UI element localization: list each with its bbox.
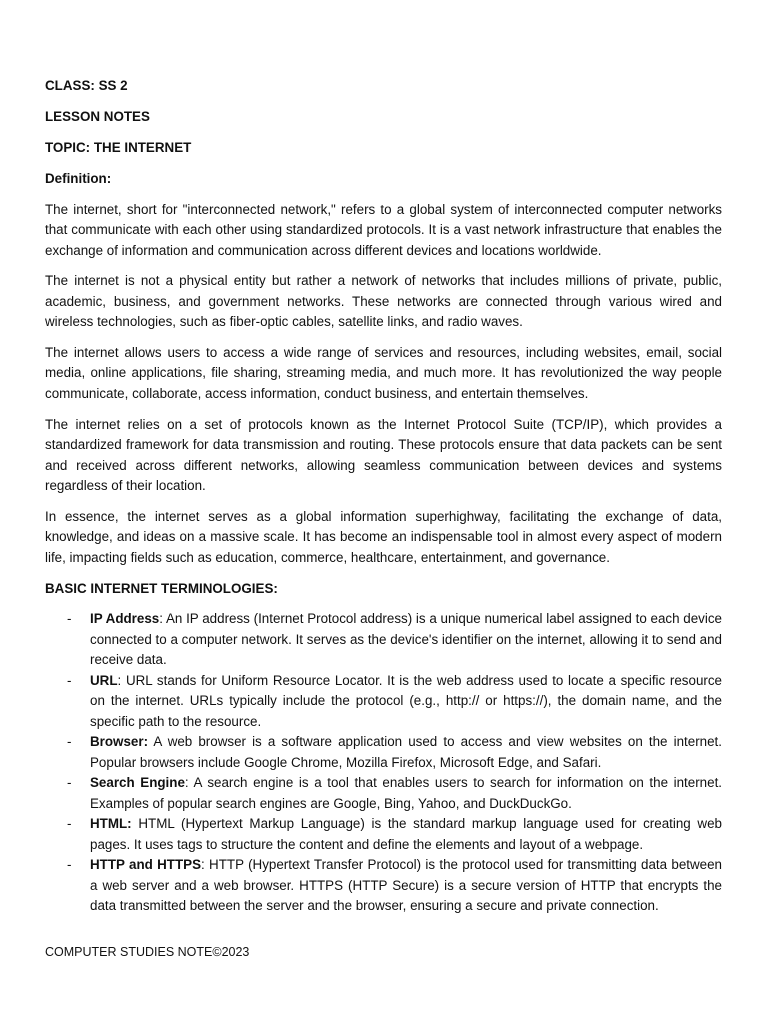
term-separator: : — [201, 857, 210, 873]
term-http-https — [45, 855, 722, 917]
paragraph-protocols: The internet relies on a set of protocols known as the Internet Protocol Suite (TCP/IP), which provides a standardized framework for data transmission and routing. These protocols ensure that data packets can be sent and received across different networks, allowing seamless communication between devices and systems regardless of their location. — [45, 416, 722, 494]
page-footer: COMPUTER STUDIES NOTE©2023 — [45, 945, 250, 959]
class-heading: CLASS: SS 2 — [45, 78, 128, 93]
term-name: HTTP and HTTPS — [90, 857, 202, 873]
paragraph-definition: The internet, short for "interconnected network," refers to a global system of interconnected computer networks that communicate with each other using standardized protocols. It is a vast network infrastructure that enables the exchange of information and communication across different devices and locations worldwide. — [45, 201, 722, 258]
bullet-dash: - — [67, 775, 72, 791]
bullet-dash: - — [67, 734, 72, 750]
term-name: Browser: — [90, 734, 149, 750]
term-separator: : — [117, 672, 126, 688]
term-definition: A search engine is a tool that enables users to search for information on the internet. Examples of popular search engines are Google, Bing, Yahoo, and DuckDuckGo. — [90, 775, 723, 811]
term-browser — [45, 732, 722, 773]
terminologies-heading: BASIC INTERNET TERMINOLOGIES: — [45, 580, 278, 596]
term-ip-address — [45, 609, 722, 671]
term-name: HTML: — [90, 816, 132, 832]
bullet-dash: - — [67, 611, 72, 627]
term-definition: HTML (Hypertext Markup Language) is the standard markup language used for creating web pages. It uses tags to structure the content and define the elements and layout of a webpage. — [90, 816, 722, 852]
paragraph-network-of-networks: The internet is not a physical entity but rather a network of networks that includes millions of private, public, academic, business, and government networks. These networks are connected through various wired and wireless technologies, such as fiber-optic cables, satellite links, and radio waves. — [45, 273, 722, 330]
term-definition: HTTP (Hypertext Transfer Protocol) is the protocol used for transmitting data between a web server and a web browser. HTTPS (HTTP Secure) is a secure version of HTTP that encrypts the data transmitted between the server and the browser, ensuring a secure and private connection. — [90, 857, 722, 914]
term-separator: : — [184, 775, 194, 791]
document-body — [45, 76, 722, 917]
bullet-dash: - — [67, 672, 72, 688]
definition-heading: Definition: — [45, 170, 112, 186]
term-name: IP Address — [90, 611, 160, 627]
term-html — [45, 814, 722, 855]
term-name: URL — [90, 672, 118, 688]
paragraph-essence: In essence, the internet serves as a global information superhighway, facilitating the exchange of data, knowledge, and ideas on a massive scale. It has become an indispensable tool in almost every aspect of modern life, impacting fields such as education, commerce, healthcare, entertainment, and governance. — [45, 508, 722, 565]
term-definition: A web browser is a software application used to access and view websites on the internet. Popular browsers include Google Chrome, Mozilla Firefox, Microsoft Edge, and Safari. — [90, 734, 722, 770]
term-url — [45, 671, 722, 733]
paragraph-services: The internet allows users to access a wide range of services and resources, including websites, email, social media, online applications, file sharing, streaming media, and much more. It has revolutionized the way people communicate, collaborate, access information, conduct business, and entertain themselves. — [45, 344, 722, 401]
bullet-dash: - — [67, 816, 72, 832]
lesson-heading: LESSON NOTES — [45, 108, 150, 124]
terminologies-list — [45, 609, 722, 917]
term-definition: An IP address (Internet Protocol address) is a unique numerical label assigned to each device connected to a computer network. It serves as the device's identifier on the internet, allowing it to send and receive data. — [90, 611, 722, 668]
term-search-engine — [45, 773, 722, 814]
term-name: Search Engine — [90, 775, 185, 791]
term-definition: URL stands for Uniform Resource Locator. It is the web address used to locate a specific resource on the internet. URLs typically include the protocol (e.g., http:// or https://), the domain name, and the specific path to the resource. — [90, 672, 722, 729]
topic-heading: TOPIC: THE INTERNET — [45, 139, 192, 155]
term-separator: : — [159, 611, 166, 627]
bullet-dash: - — [67, 857, 72, 873]
